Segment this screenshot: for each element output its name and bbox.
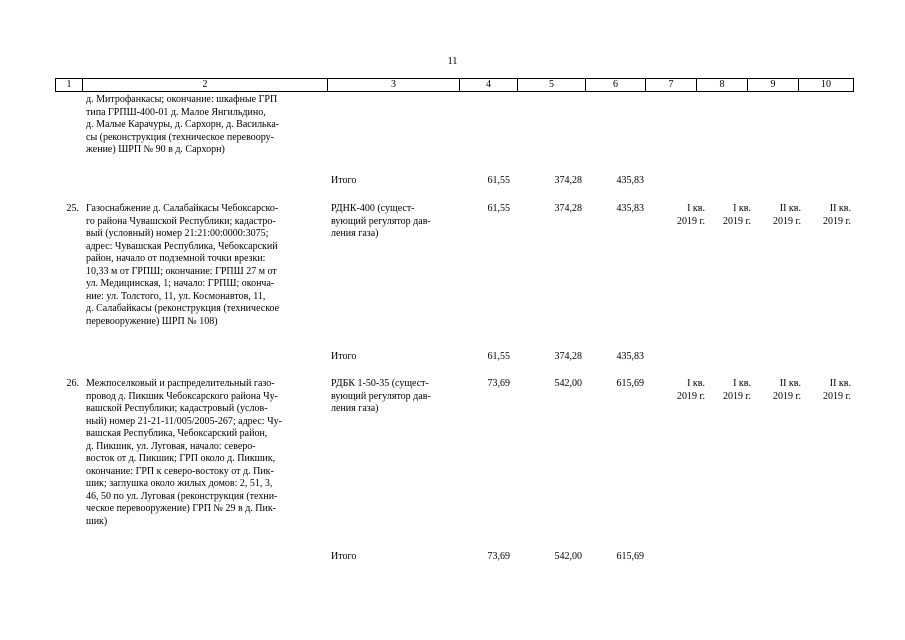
tech-line: ления газа): [331, 403, 379, 414]
quarter-label: I кв.: [687, 203, 705, 214]
description-line: перевооружение) ШРП № 108): [86, 315, 218, 327]
description-line: д. Салабайкасы (реконструкция (техническое: [86, 303, 280, 314]
total-value-col-6: 615,69: [616, 551, 644, 562]
tech-line: РДНК-400 (сущест-: [331, 203, 415, 214]
total-label: Итого: [331, 351, 357, 362]
end-quarter: [751, 203, 801, 228]
year-label: 2019 г.: [773, 215, 801, 227]
year-label: 2019 г.: [723, 215, 751, 227]
description-line: д. Малые Карачуры, д. Сархорн, д. Василька-: [86, 119, 280, 130]
total-value-col-6: 435,83: [616, 175, 644, 186]
description-line: вашской Республики; кадастровый (услов-: [86, 403, 268, 414]
description-line: вашская Республика, Чебоксарский район,: [86, 428, 268, 439]
description-line: ние: ул. Толстого, 11, ул. Космонавтов, 11,: [86, 290, 266, 302]
description-line: жение) ШРП № 90 в д. Сархорн): [86, 144, 225, 155]
design-quarter: [705, 203, 751, 228]
header-col-3: 3: [328, 79, 460, 91]
description-line: провод д. Пикшик Чебоксарского района Чу-: [86, 390, 278, 402]
description-line: 46, 50 по ул. Луговая (реконструкция (техни-: [86, 490, 278, 502]
tech-line: вующий регулятор дав-: [331, 390, 431, 402]
value-col-5: 542,00: [554, 378, 582, 389]
description-line: типа ГРПШ-400-01 д. Малое Янгильдино,: [86, 106, 266, 118]
header-col-8: 8: [697, 79, 748, 91]
table-header-row: [55, 78, 854, 92]
commission-quarter: [801, 203, 851, 228]
technical-solution: [331, 378, 455, 416]
year-label: 2019 г.: [677, 215, 705, 227]
tech-line: ления газа): [331, 228, 379, 239]
tech-line: вующий регулятор дав-: [331, 215, 431, 227]
year-label: 2019 г.: [823, 215, 851, 227]
description-line: 10,33 м от ГРПШ; окончание: ГРПШ 27 м от: [86, 265, 277, 277]
end-quarter: [751, 378, 801, 403]
total-value-col-4: 73,69: [487, 551, 510, 562]
technical-solution: [331, 203, 455, 241]
description-line: шик): [86, 515, 108, 527]
header-col-2: 2: [83, 79, 328, 91]
description-line: д. Пикшик, ул. Луговая, начало: северо-: [86, 440, 256, 452]
description-line: ческое перевооружение) ГРП № 29 в д. Пик-: [86, 503, 277, 514]
value-col-4: 73,69: [487, 378, 510, 389]
total-label: Итого: [331, 551, 357, 562]
total-value-col-4: 61,55: [487, 175, 510, 186]
description-line: го района Чувашской Республики; кадастро-: [86, 215, 276, 227]
total-value-col-5: 542,00: [554, 551, 582, 562]
description-line: вый (условный) номер 21:21:00:0000:3075;: [86, 228, 269, 239]
value-col-4: 61,55: [487, 203, 510, 214]
description-line: д. Митрофанкасы; окончание: шкафные ГРП: [86, 94, 278, 105]
header-col-4: 4: [460, 79, 518, 91]
total-value-col-5: 374,28: [554, 175, 582, 186]
description-line: Газоснабжение д. Салабайкасы Чебоксарско-: [86, 203, 279, 214]
entry-number: 25.: [66, 203, 79, 214]
year-label: 2019 г.: [773, 390, 801, 402]
year-label: 2019 г.: [823, 390, 851, 402]
quarter-label: I кв.: [733, 378, 751, 389]
object-description: [86, 94, 323, 157]
description-line: сы (реконструкция (техническое перевоору-: [86, 131, 274, 143]
header-col-1: 1: [56, 79, 83, 91]
quarter-label: II кв.: [829, 203, 851, 214]
value-col-6: 435,83: [616, 203, 644, 214]
total-value-col-4: 61,55: [487, 351, 510, 362]
design-quarter: [705, 378, 751, 403]
description-line: район, начало от подземной точки врезки:: [86, 253, 266, 264]
quarter-label: II кв.: [779, 378, 801, 389]
start-quarter: [645, 378, 705, 403]
description-line: ный) номер 21-21-11/005/2005-267; адрес: Чу-: [86, 415, 282, 427]
total-value-col-5: 374,28: [554, 351, 582, 362]
page-number: 11: [447, 56, 458, 67]
header-col-10: 10: [799, 79, 854, 91]
commission-quarter: [801, 378, 851, 403]
header-col-9: 9: [748, 79, 799, 91]
description-line: окончание: ГРП к северо-востоку от д. Пик-: [86, 465, 274, 477]
year-label: 2019 г.: [677, 390, 705, 402]
description-line: восток от д. Пикшик; ГРП около д. Пикшик,: [86, 453, 276, 464]
description-line: Межпоселковый и распределительный газо-: [86, 378, 275, 389]
quarter-label: II кв.: [829, 378, 851, 389]
header-col-7: 7: [646, 79, 697, 91]
start-quarter: [645, 203, 705, 228]
quarter-label: I кв.: [733, 203, 751, 214]
total-value-col-6: 435,83: [616, 351, 644, 362]
quarter-label: II кв.: [779, 203, 801, 214]
year-label: 2019 г.: [723, 390, 751, 402]
object-description: [86, 378, 323, 528]
entry-number: 26.: [66, 378, 79, 389]
value-col-5: 374,28: [554, 203, 582, 214]
header-col-5: 5: [518, 79, 586, 91]
quarter-label: I кв.: [687, 378, 705, 389]
object-description: [86, 203, 323, 328]
description-line: ул. Медицинская, 1; начало: ГРПШ; оконча-: [86, 278, 275, 289]
description-line: шик; заглушка около жилых домов: 2, 51, 3,: [86, 478, 273, 489]
header-col-6: 6: [586, 79, 646, 91]
tech-line: РДБК 1-50-35 (сущест-: [331, 378, 429, 389]
description-line: адрес: Чувашская Республика, Чебоксарский: [86, 240, 278, 252]
total-label: Итого: [331, 175, 357, 186]
value-col-6: 615,69: [616, 378, 644, 389]
